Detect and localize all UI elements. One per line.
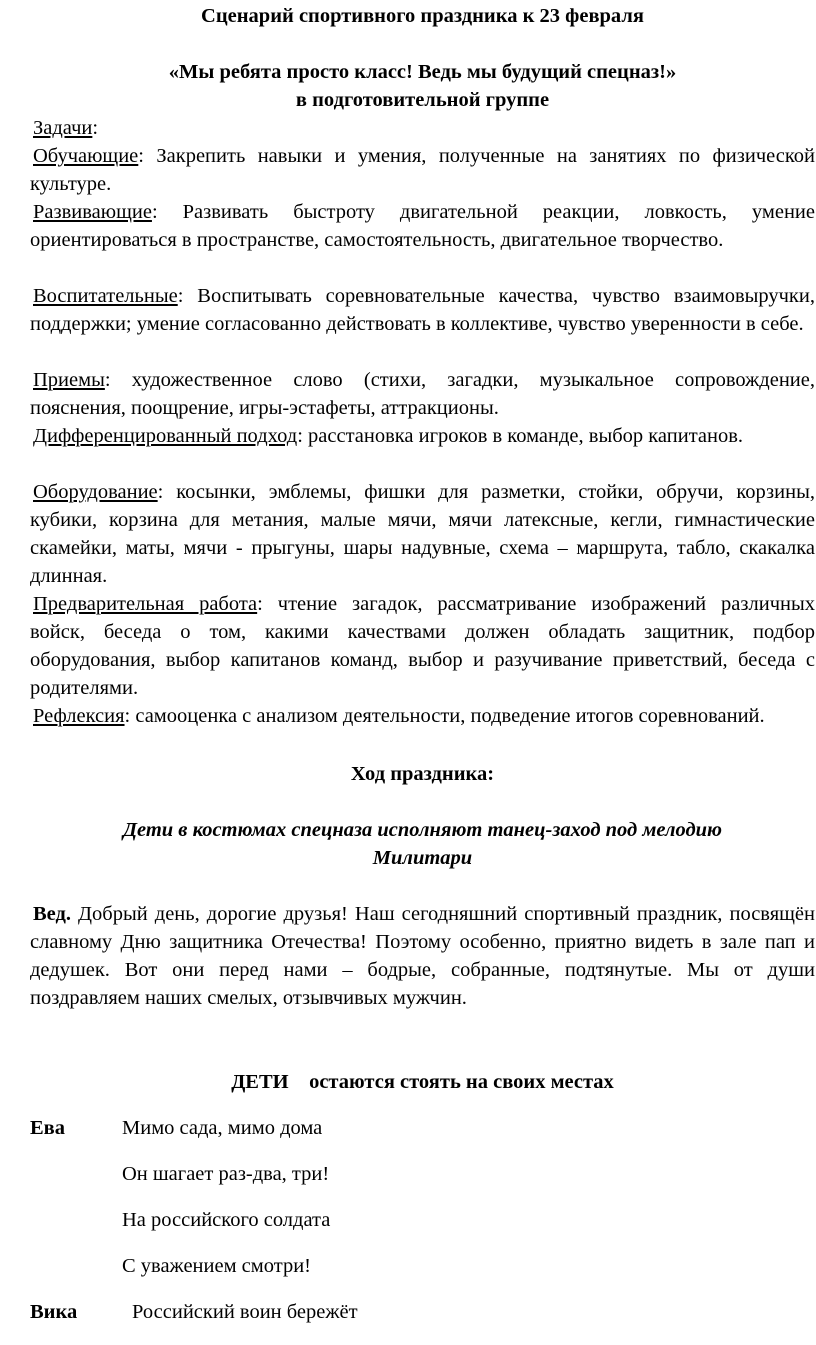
task-text: : косынки, эмблемы, фишки для разметки, стойки, обручи, корзины, кубики, корзина для метания, малые мячи, мячи латексные, кегли, гимнастические скамейки, маты, мячи - прыгуны, шары надувные, схема – маршрута, табло, скакалка длинная. xyxy=(30,481,815,587)
task-item xyxy=(30,366,815,422)
host-label: Вед. xyxy=(33,903,71,925)
poem-line: Он шагает раз-два, три! xyxy=(122,1163,330,1185)
task-text: : чтение загадок, рассматривание изображений различных войск, беседа о том, какими качествами должен обладать защитник, подбор оборудования, выбор капитанов команд, выбор и разучивание приветствий, беседа с родителями. xyxy=(30,593,815,699)
poem-line: Российский воин бережёт xyxy=(132,1301,358,1323)
task-label: Приемы xyxy=(33,369,105,391)
task-label: Развивающие xyxy=(33,201,152,223)
task-text: : художественное слово (стихи, загадки, музыкальное сопровождение, пояснения, поощрение, игры-эстафеты, аттракционы. xyxy=(30,369,815,419)
stage-direction: ДЕТИ остаются стоять на своих местах xyxy=(231,1071,614,1093)
task-text: : Закрепить навыки и умения, полученные на занятиях по физической культуре. xyxy=(30,145,815,195)
stage-direction: Милитари xyxy=(372,847,473,869)
course-heading: Ход праздника: xyxy=(350,763,495,785)
task-text: : расстановка игроков в команде, выбор капитанов. xyxy=(297,425,744,447)
tasks-heading-label: Задачи xyxy=(33,117,93,139)
task-label: Предварительная работа xyxy=(33,593,258,615)
task-label: Рефлексия xyxy=(33,705,125,727)
task-text: : самооценка с анализом деятельности, подведение итогов соревнований. xyxy=(124,705,765,727)
task-item xyxy=(30,142,815,198)
poem-line: С уважением смотри! xyxy=(122,1255,311,1277)
speaker-name: Вика xyxy=(30,1301,78,1323)
task-item xyxy=(30,198,815,254)
host-speech xyxy=(30,900,815,1012)
group-line: в подготовительной группе xyxy=(295,89,550,111)
task-item xyxy=(30,702,815,730)
task-item xyxy=(30,422,815,450)
host-text: Добрый день, дорогие друзья! Наш сегодняшний спортивный праздник, посвящён славному Дню защитника Отечества! Поэтому особенно, приятно видеть в зале пап и дедушек. Вот они перед нами – бодрые, собранные, подтянутые. Мы от души поздравляем наших смелых, отзывчивых мужчин. xyxy=(30,903,815,1009)
document-title: Сценарий спортивного праздника к 23 февраля xyxy=(201,5,644,27)
event-subtitle: «Мы ребята просто класс! Ведь мы будущий спецназ!» xyxy=(168,61,677,83)
speaker-name: Ева xyxy=(30,1117,65,1139)
task-label: Оборудование xyxy=(33,481,158,503)
task-text: : Развивать быстроту двигательной реакции, ловкость, умение ориентироваться в пространстве, самостоятельность, двигательное творчество. xyxy=(30,201,815,251)
task-item xyxy=(30,478,815,590)
task-label: Дифференцированный подход xyxy=(33,425,298,447)
task-item xyxy=(30,590,815,702)
poem-line: Мимо сада, мимо дома xyxy=(122,1117,323,1139)
task-label: Воспитательные xyxy=(33,285,178,307)
task-label: Обучающие xyxy=(33,145,139,167)
tasks-heading: Задачи: xyxy=(33,117,99,139)
task-text: : Воспитывать соревновательные качества, чувство взаимовыручки, поддержки; умение согласованно действовать в коллективе, чувство уверенности в себе. xyxy=(30,285,815,335)
task-item xyxy=(30,282,815,338)
stage-direction: Дети в костюмах спецназа исполняют танец-заход под мелодию xyxy=(123,819,722,841)
poem-line: На российского солдата xyxy=(122,1209,331,1231)
